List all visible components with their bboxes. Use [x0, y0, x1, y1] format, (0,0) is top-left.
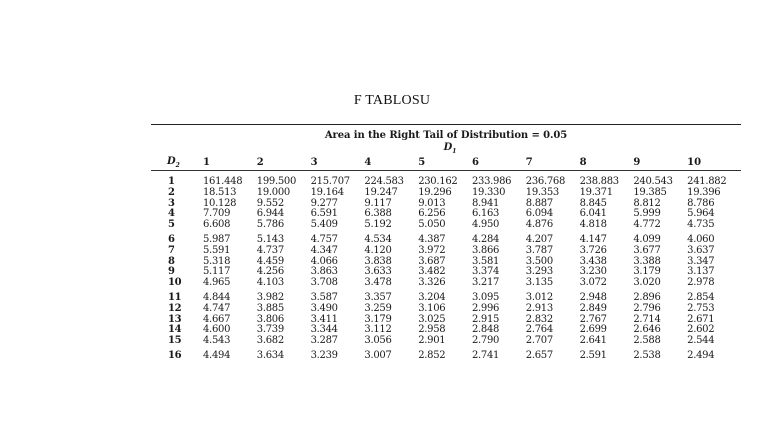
- d2-label: D: [167, 155, 176, 167]
- table-cell: 19.296: [418, 186, 452, 198]
- table-cell: 5.409: [310, 219, 338, 231]
- table-cell: 4.387: [418, 233, 446, 245]
- row-d2-value: 12: [168, 302, 182, 314]
- table-cell: 2.538: [633, 349, 661, 361]
- table-cell: 6.256: [418, 208, 446, 220]
- d1-subscript: 1: [452, 148, 457, 155]
- table-body: [151, 171, 741, 362]
- d2-subscript: 2: [175, 161, 180, 169]
- row-d2-value: 6: [168, 233, 175, 245]
- table-cell: 2.996: [471, 302, 500, 314]
- table-cell: 19.371: [579, 186, 613, 198]
- column-header: 3: [311, 154, 365, 171]
- table-cell: 10.128: [203, 197, 237, 209]
- table-cell: 2.832: [525, 313, 553, 325]
- table-cell: 19.330: [471, 186, 506, 198]
- table-cell: 3.344: [310, 324, 338, 336]
- row-d2-value: 10: [168, 277, 182, 289]
- table-cell: 2.948: [579, 291, 607, 303]
- table-cell: 2.714: [633, 313, 661, 325]
- document-title: F TABLOSU: [353, 93, 431, 108]
- table-cell: 3.500: [525, 255, 553, 267]
- table-cell: 4.965: [203, 277, 231, 289]
- table-cell: 3.634: [256, 349, 284, 361]
- table-cell: 9.277: [310, 197, 338, 209]
- table-cell: 3.972: [418, 244, 446, 256]
- table-cell: 2.671: [687, 313, 715, 325]
- table-row: [151, 188, 741, 199]
- table-cell: 3.347: [687, 255, 715, 267]
- table-cell: 5.117: [203, 266, 231, 278]
- table-cell: 224.583: [364, 176, 404, 187]
- table-cell: 9.117: [364, 197, 392, 209]
- table-cell: 4.534: [364, 233, 392, 245]
- table-cell: 2.494: [687, 349, 715, 361]
- table-cell: 2.915: [471, 313, 500, 325]
- table-cell: 4.099: [633, 233, 661, 245]
- row-d2-value: 4: [168, 208, 175, 220]
- table-cell: 4.844: [203, 291, 231, 303]
- table-cell: 19.353: [525, 186, 559, 198]
- table-cell: 3.411: [310, 313, 338, 325]
- table-row: [151, 220, 741, 231]
- table-cell: 19.164: [310, 186, 344, 198]
- table-cell: 2.790: [471, 335, 500, 347]
- table-cell: 4.950: [471, 219, 500, 231]
- column-header: 7: [526, 154, 580, 171]
- table-cell: 3.179: [364, 313, 392, 325]
- table-row: [151, 304, 741, 315]
- row-d2-value: 7: [168, 244, 175, 256]
- table-cell: 4.103: [256, 277, 284, 289]
- table-cell: 4.494: [203, 349, 231, 361]
- d1-label: D: [443, 142, 453, 153]
- table-cell: 8.845: [579, 197, 607, 209]
- table-cell: 5.964: [687, 208, 715, 220]
- table-cell: 2.588: [633, 335, 661, 347]
- table-cell: 2.741: [471, 349, 500, 361]
- row-d2-value: 11: [168, 291, 182, 303]
- table-cell: 3.490: [310, 302, 338, 314]
- table-cell: 18.513: [203, 186, 237, 198]
- table-cell: 5.318: [203, 255, 231, 267]
- table-cell: 3.217: [471, 277, 500, 289]
- table-cell: 3.478: [364, 277, 392, 289]
- table-cell: 3.179: [633, 266, 661, 278]
- table-cell: 9.013: [418, 197, 446, 209]
- table-row: [151, 278, 741, 289]
- table-cell: 238.883: [579, 176, 619, 187]
- table-cell: 4.066: [310, 255, 338, 267]
- table-cell: 3.637: [687, 244, 715, 256]
- table-row: [151, 231, 741, 246]
- row-d2-value: 9: [168, 266, 175, 278]
- table-cell: 3.137: [687, 266, 715, 278]
- row-d2-value: 3: [168, 197, 175, 209]
- table-cell: 2.978: [687, 277, 715, 289]
- table-row: [151, 171, 741, 188]
- table-row: [151, 347, 741, 362]
- table-cell: 2.767: [579, 313, 607, 325]
- table-cell: 19.385: [633, 186, 667, 198]
- table-cell: 8.812: [633, 197, 661, 209]
- table-cell: 3.020: [633, 277, 661, 289]
- table-cell: 161.448: [203, 176, 243, 187]
- table-cell: 4.120: [364, 244, 392, 256]
- column-header: 4: [364, 154, 418, 171]
- table-cell: 4.737: [256, 244, 284, 256]
- table-cell: 8.786: [687, 197, 715, 209]
- table-cell: 3.726: [579, 244, 607, 256]
- table-cell: 3.838: [364, 255, 392, 267]
- table-cell: 3.806: [256, 313, 284, 325]
- column-header: 9: [633, 154, 687, 171]
- table-cell: 2.854: [687, 291, 715, 303]
- table-cell: 2.913: [525, 302, 553, 314]
- table-cell: 4.459: [256, 255, 284, 267]
- table-cell: 6.041: [579, 208, 607, 220]
- table-cell: 3.866: [471, 244, 500, 256]
- table-cell: 3.056: [364, 335, 392, 347]
- table-cell: 3.293: [525, 266, 553, 278]
- table-row: [151, 289, 741, 304]
- table-cell: 4.284: [471, 233, 500, 245]
- table-cell: 240.543: [633, 176, 673, 187]
- table-cell: 4.735: [687, 219, 715, 231]
- table-cell: 3.587: [310, 291, 338, 303]
- table-cell: 3.095: [471, 291, 500, 303]
- table-cell: 3.135: [525, 277, 553, 289]
- table-cell: 6.094: [525, 208, 553, 220]
- row-d2-value: 13: [168, 313, 182, 325]
- row-d2-value: 15: [168, 335, 182, 347]
- column-header-row: [151, 154, 741, 171]
- table-cell: 2.641: [579, 335, 607, 347]
- row-d2-value: 1: [168, 176, 175, 187]
- table-cell: 3.633: [364, 266, 392, 278]
- table-cell: 4.600: [203, 324, 231, 336]
- table-cell: 2.699: [579, 324, 607, 336]
- table-cell: 9.552: [256, 197, 284, 209]
- table-cell: 2.896: [633, 291, 661, 303]
- table-cell: 3.287: [310, 335, 338, 347]
- table-cell: 2.544: [687, 335, 715, 347]
- table-row: [151, 336, 741, 347]
- column-header: 1: [203, 154, 257, 171]
- table-cell: 4.347: [310, 244, 338, 256]
- table-cell: 3.739: [256, 324, 284, 336]
- table-cell: 199.500: [256, 176, 297, 187]
- f-distribution-table: [151, 124, 741, 362]
- table-cell: 2.852: [418, 349, 446, 361]
- table-cell: 5.192: [364, 219, 392, 231]
- table-top-rule: [151, 124, 741, 125]
- table-cell: 4.543: [203, 335, 231, 347]
- table-cell: 3.230: [579, 266, 607, 278]
- d1-header: [151, 142, 741, 154]
- table-row: [151, 246, 741, 257]
- table-cell: 2.901: [418, 335, 446, 347]
- table-cell: 4.256: [256, 266, 284, 278]
- table-cell: 3.388: [633, 255, 661, 267]
- table-cell: 5.999: [633, 208, 661, 220]
- table-cell: 6.944: [256, 208, 284, 220]
- table-cell: 5.786: [256, 219, 284, 231]
- table-cell: 4.772: [633, 219, 661, 231]
- table-cell: 230.162: [418, 176, 458, 187]
- table-cell: 4.207: [525, 233, 553, 245]
- row-d2-value: 8: [168, 255, 175, 267]
- table-cell: 3.687: [418, 255, 446, 267]
- table-cell: 2.958: [418, 324, 446, 336]
- table-cell: 2.849: [579, 302, 607, 314]
- table-cell: 2.796: [633, 302, 661, 314]
- table-cell: 2.646: [633, 324, 661, 336]
- d2-header: [151, 154, 203, 171]
- table-cell: 8.887: [525, 197, 553, 209]
- row-d2-value: 14: [168, 324, 182, 336]
- table-cell: 4.818: [579, 219, 607, 231]
- table-cell: 4.747: [203, 302, 231, 314]
- table-cell: 6.591: [310, 208, 338, 220]
- column-header: 8: [580, 154, 634, 171]
- table-cell: 7.709: [203, 208, 231, 220]
- column-header: 2: [257, 154, 311, 171]
- table-cell: 3.239: [310, 349, 338, 361]
- table-cell: 3.106: [418, 302, 446, 314]
- table-cell: 2.764: [525, 324, 553, 336]
- table-cell: 3.438: [579, 255, 607, 267]
- table-cell: 3.112: [364, 324, 392, 336]
- table-cell: 4.060: [687, 233, 715, 245]
- table-cell: 6.608: [203, 219, 231, 231]
- column-header: 6: [472, 154, 526, 171]
- table-cell: 19.247: [364, 186, 398, 198]
- row-d2-value: 2: [168, 186, 175, 198]
- table-cell: 3.374: [471, 266, 500, 278]
- table-caption: Area in the Right Tail of Distribution = 0.05: [324, 130, 568, 141]
- table-cell: 2.657: [525, 349, 553, 361]
- table-cell: 215.707: [310, 176, 350, 187]
- table-cell: 5.987: [203, 233, 231, 245]
- table-cell: 3.581: [471, 255, 500, 267]
- table-cell: 3.025: [418, 313, 446, 325]
- table-cell: 3.326: [418, 277, 446, 289]
- table-cell: 2.848: [471, 324, 500, 336]
- table-cell: 5.143: [256, 233, 284, 245]
- table-cell: 6.163: [471, 208, 500, 220]
- table-cell: 4.147: [579, 233, 607, 245]
- column-header: 5: [418, 154, 472, 171]
- table-cell: 2.591: [579, 349, 607, 361]
- f-values-table: [151, 154, 741, 362]
- table-cell: 2.602: [687, 324, 715, 336]
- table-cell: 6.388: [364, 208, 392, 220]
- column-header: 10: [687, 154, 741, 171]
- table-cell: 19.396: [687, 186, 721, 198]
- table-cell: 2.707: [525, 335, 553, 347]
- table-cell: 3.482: [418, 266, 446, 278]
- table-cell: 5.591: [203, 244, 231, 256]
- table-cell: 4.757: [310, 233, 338, 245]
- table-cell: 2.753: [687, 302, 715, 314]
- row-d2-value: 5: [168, 219, 175, 231]
- table-cell: 236.768: [525, 176, 566, 187]
- table-cell: 3.259: [364, 302, 392, 314]
- table-cell: 3.708: [310, 277, 338, 289]
- table-cell: 3.863: [310, 266, 338, 278]
- table-cell: 241.882: [687, 176, 727, 187]
- table-cell: 4.876: [525, 219, 553, 231]
- table-cell: 3.072: [579, 277, 607, 289]
- table-cell: 4.667: [203, 313, 231, 325]
- table-cell: 8.941: [471, 197, 500, 209]
- table-cell: 3.677: [633, 244, 661, 256]
- table-cell: 3.012: [525, 291, 553, 303]
- table-cell: 3.787: [525, 244, 553, 256]
- row-d2-value: 16: [168, 349, 182, 361]
- table-cell: 3.982: [256, 291, 284, 303]
- table-cell: 5.050: [418, 219, 446, 231]
- table-cell: 3.885: [256, 302, 284, 314]
- table-cell: 233.986: [471, 176, 512, 187]
- table-cell: 3.204: [418, 291, 446, 303]
- table-cell: 19.000: [256, 186, 290, 198]
- table-cell: 3.682: [256, 335, 284, 347]
- table-cell: 3.007: [364, 349, 392, 361]
- table-cell: 3.357: [364, 291, 392, 303]
